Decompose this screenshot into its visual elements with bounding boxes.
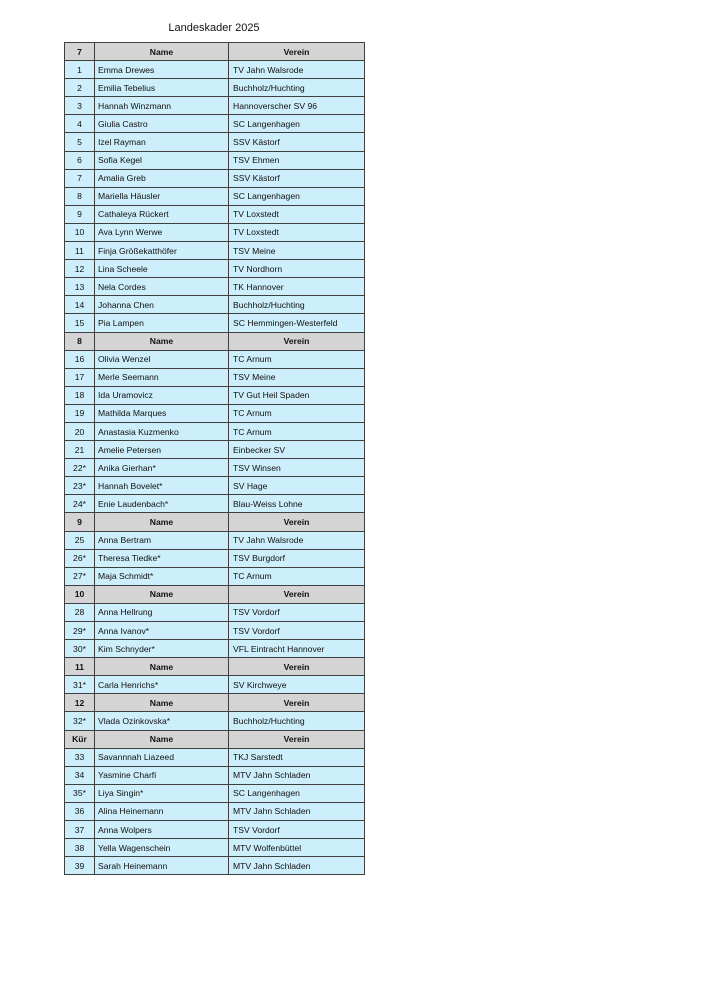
row-number: 1 [65, 61, 95, 79]
row-number: 37 [65, 821, 95, 839]
row-number: 12 [65, 260, 95, 278]
club-name: SC Langenhagen [229, 784, 365, 802]
row-number: 33 [65, 748, 95, 766]
club-name: TSV Ehmen [229, 151, 365, 169]
row-number: 2 [65, 79, 95, 97]
athlete-name: Merle Seemann [95, 368, 229, 386]
name-column-header: Name [95, 658, 229, 676]
group-header-row [65, 658, 365, 676]
athlete-name: Sofia Kegel [95, 151, 229, 169]
club-name: VFL Eintracht Hannover [229, 640, 365, 658]
row-number: 11 [65, 242, 95, 260]
club-name: TSV Meine [229, 368, 365, 386]
club-name: TC Arnum [229, 404, 365, 422]
club-name: SC Langenhagen [229, 115, 365, 133]
table-row [65, 133, 365, 151]
club-name: Einbecker SV [229, 441, 365, 459]
athlete-name: Olivia Wenzel [95, 350, 229, 368]
group-header-row [65, 513, 365, 531]
table-row [65, 549, 365, 567]
athlete-name: Cathaleya Rückert [95, 205, 229, 223]
row-number: 20 [65, 422, 95, 440]
row-number: 5 [65, 133, 95, 151]
athlete-name: Emilia Tebelius [95, 79, 229, 97]
club-name: TSV Meine [229, 242, 365, 260]
athlete-name: Mathilda Marques [95, 404, 229, 422]
club-name: TV Nordhorn [229, 260, 365, 278]
club-name: TV Jahn Walsrode [229, 61, 365, 79]
group-header-row [65, 585, 365, 603]
group-header-row [65, 43, 365, 61]
group-label: 9 [65, 513, 95, 531]
athlete-name: Anna Ivanov* [95, 622, 229, 640]
table-row [65, 205, 365, 223]
club-column-header: Verein [229, 332, 365, 350]
club-column-header: Verein [229, 658, 365, 676]
name-column-header: Name [95, 332, 229, 350]
club-name: TC Arnum [229, 567, 365, 585]
group-header-row [65, 730, 365, 748]
club-name: MTV Jahn Schladen [229, 857, 365, 875]
page-title: Landeskader 2025 [168, 22, 260, 34]
name-column-header: Name [95, 585, 229, 603]
club-name: TSV Vordorf [229, 603, 365, 621]
athlete-name: Hannah Bovelet* [95, 477, 229, 495]
table-row [65, 278, 365, 296]
group-header-row [65, 332, 365, 350]
club-name: TV Loxstedt [229, 205, 365, 223]
club-name: TSV Winsen [229, 459, 365, 477]
table-row [65, 260, 365, 278]
club-name: SV Hage [229, 477, 365, 495]
athlete-name: Carla Henrichs* [95, 676, 229, 694]
club-name: Buchholz/Huchting [229, 79, 365, 97]
club-name: TKJ Sarstedt [229, 748, 365, 766]
table-row [65, 314, 365, 332]
club-name: TV Loxstedt [229, 223, 365, 241]
club-name: TC Arnum [229, 422, 365, 440]
table-row [65, 622, 365, 640]
row-number: 36 [65, 802, 95, 820]
row-number: 24* [65, 495, 95, 513]
table-row [65, 368, 365, 386]
table-row [65, 567, 365, 585]
athlete-name: Mariella Häusler [95, 187, 229, 205]
table-row [65, 802, 365, 820]
row-number: 35* [65, 784, 95, 802]
athlete-name: Theresa Tiedke* [95, 549, 229, 567]
row-number: 13 [65, 278, 95, 296]
athlete-name: Anastasia Kuzmenko [95, 422, 229, 440]
row-number: 28 [65, 603, 95, 621]
table-row [65, 640, 365, 658]
table-row [65, 712, 365, 730]
athlete-name: Amalia Greb [95, 169, 229, 187]
athlete-name: Emma Drewes [95, 61, 229, 79]
club-name: Hannoverscher SV 96 [229, 97, 365, 115]
group-label: 11 [65, 658, 95, 676]
name-column-header: Name [95, 730, 229, 748]
table-row [65, 79, 365, 97]
table-row [65, 223, 365, 241]
table-row [65, 766, 365, 784]
club-name: Blau-Weiss Lohne [229, 495, 365, 513]
club-name: MTV Wolfenbüttel [229, 839, 365, 857]
table-row [65, 296, 365, 314]
row-number: 34 [65, 766, 95, 784]
table-row [65, 748, 365, 766]
athlete-name: Anna Wolpers [95, 821, 229, 839]
table-row [65, 857, 365, 875]
table-row [65, 477, 365, 495]
table-row [65, 151, 365, 169]
name-column-header: Name [95, 513, 229, 531]
row-number: 26* [65, 549, 95, 567]
row-number: 10 [65, 223, 95, 241]
athlete-name: Alina Heinemann [95, 802, 229, 820]
athlete-name: Giulia Castro [95, 115, 229, 133]
table-row [65, 839, 365, 857]
table-row [65, 459, 365, 477]
group-label: 12 [65, 694, 95, 712]
club-name: MTV Jahn Schladen [229, 802, 365, 820]
athlete-name: Lina Scheele [95, 260, 229, 278]
table-row [65, 422, 365, 440]
club-column-header: Verein [229, 513, 365, 531]
athlete-name: Liya Singin* [95, 784, 229, 802]
row-number: 6 [65, 151, 95, 169]
athlete-name: Hannah Winzmann [95, 97, 229, 115]
club-name: SSV Kästorf [229, 133, 365, 151]
club-name: Buchholz/Huchting [229, 712, 365, 730]
athlete-name: Maja Schmidt* [95, 567, 229, 585]
athlete-name: Anna Hellrung [95, 603, 229, 621]
row-number: 3 [65, 97, 95, 115]
row-number: 16 [65, 350, 95, 368]
athlete-name: Johanna Chen [95, 296, 229, 314]
athlete-name: Ida Uramovicz [95, 386, 229, 404]
table-row [65, 386, 365, 404]
club-name: TSV Vordorf [229, 622, 365, 640]
club-column-header: Verein [229, 694, 365, 712]
row-number: 22* [65, 459, 95, 477]
table-row [65, 350, 365, 368]
table-row [65, 531, 365, 549]
club-name: TSV Burgdorf [229, 549, 365, 567]
club-column-header: Verein [229, 585, 365, 603]
table-row [65, 821, 365, 839]
row-number: 17 [65, 368, 95, 386]
athlete-name: Anika Gierhan* [95, 459, 229, 477]
athlete-name: Nela Cordes [95, 278, 229, 296]
roster-body [65, 43, 365, 875]
athlete-name: Kim Schnyder* [95, 640, 229, 658]
club-name: SC Hemmingen-Westerfeld [229, 314, 365, 332]
row-number: 21 [65, 441, 95, 459]
row-number: 39 [65, 857, 95, 875]
table-row [65, 61, 365, 79]
row-number: 18 [65, 386, 95, 404]
row-number: 14 [65, 296, 95, 314]
athlete-name: Savannnah Liazeed [95, 748, 229, 766]
club-name: SV Kirchweye [229, 676, 365, 694]
athlete-name: Sarah Heinemann [95, 857, 229, 875]
athlete-name: Ava Lynn Werwe [95, 223, 229, 241]
table-row [65, 97, 365, 115]
row-number: 19 [65, 404, 95, 422]
athlete-name: Vlada Ozinkovska* [95, 712, 229, 730]
group-header-row [65, 694, 365, 712]
club-name: TC Arnum [229, 350, 365, 368]
row-number: 4 [65, 115, 95, 133]
athlete-name: Enie Laudenbach* [95, 495, 229, 513]
table-row [65, 441, 365, 459]
athlete-name: Amelie Petersen [95, 441, 229, 459]
club-name: TV Gut Heil Spaden [229, 386, 365, 404]
name-column-header: Name [95, 43, 229, 61]
row-number: 8 [65, 187, 95, 205]
group-label: Kür [65, 730, 95, 748]
row-number: 32* [65, 712, 95, 730]
club-name: SC Langenhagen [229, 187, 365, 205]
athlete-name: Yasmine Charfi [95, 766, 229, 784]
row-number: 15 [65, 314, 95, 332]
club-name: TSV Vordorf [229, 821, 365, 839]
group-label: 10 [65, 585, 95, 603]
row-number: 25 [65, 531, 95, 549]
table-row [65, 676, 365, 694]
table-row [65, 115, 365, 133]
name-column-header: Name [95, 694, 229, 712]
athlete-name: Anna Bertram [95, 531, 229, 549]
row-number: 7 [65, 169, 95, 187]
row-number: 9 [65, 205, 95, 223]
club-name: TV Jahn Walsrode [229, 531, 365, 549]
club-name: Buchholz/Huchting [229, 296, 365, 314]
athlete-name: Izel Rayman [95, 133, 229, 151]
table-row [65, 404, 365, 422]
table-row [65, 242, 365, 260]
club-name: SSV Kästorf [229, 169, 365, 187]
athlete-name: Pia Lampen [95, 314, 229, 332]
table-row [65, 784, 365, 802]
group-label: 7 [65, 43, 95, 61]
row-number: 23* [65, 477, 95, 495]
row-number: 30* [65, 640, 95, 658]
club-column-header: Verein [229, 43, 365, 61]
table-row [65, 169, 365, 187]
athlete-name: Finja Größekatthöfer [95, 242, 229, 260]
table-row [65, 603, 365, 621]
table-row [65, 187, 365, 205]
club-name: TK Hannover [229, 278, 365, 296]
club-name: MTV Jahn Schladen [229, 766, 365, 784]
club-column-header: Verein [229, 730, 365, 748]
row-number: 31* [65, 676, 95, 694]
athlete-name: Yella Wagenschein [95, 839, 229, 857]
roster-table [64, 42, 365, 875]
row-number: 29* [65, 622, 95, 640]
group-label: 8 [65, 332, 95, 350]
row-number: 27* [65, 567, 95, 585]
table-row [65, 495, 365, 513]
row-number: 38 [65, 839, 95, 857]
